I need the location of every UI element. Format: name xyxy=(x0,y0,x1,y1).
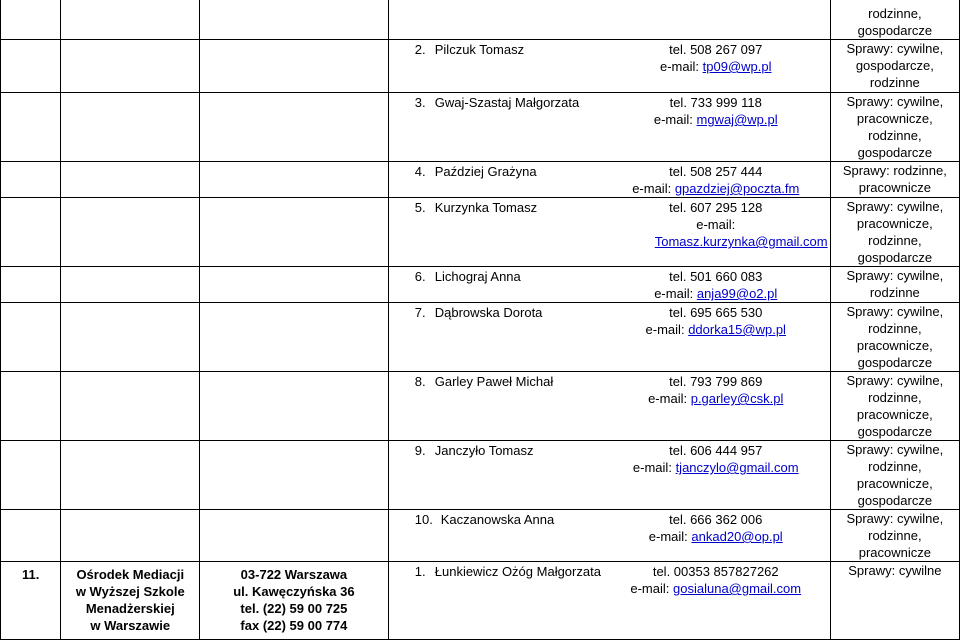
category-line: Sprawy: cywilne xyxy=(848,563,942,578)
cell-mediator xyxy=(388,93,830,162)
category-line: pracownicze xyxy=(858,545,931,560)
cell-mediator xyxy=(388,510,830,562)
cell-mediator xyxy=(388,303,830,372)
organization-name-line: w Warszawie xyxy=(90,618,171,633)
email-link[interactable]: mgwaj@wp.pl xyxy=(696,112,778,127)
cell-number xyxy=(1,441,61,510)
category-line: pracownicze xyxy=(858,180,931,195)
category-line: Sprawy: cywilne, xyxy=(846,304,944,319)
cell-organization xyxy=(61,0,200,40)
email-label: e-mail: xyxy=(632,181,672,196)
mediator-name: Kaczanowska Anna xyxy=(440,512,555,527)
category-line: pracownicze, xyxy=(856,338,933,353)
table-row xyxy=(1,162,960,198)
organization-number: 11. xyxy=(22,567,40,582)
cell-mediator xyxy=(388,372,830,441)
cell-address xyxy=(200,562,389,640)
category-line: rodzinne, xyxy=(868,528,922,543)
cell-number xyxy=(1,40,61,93)
category-line: gospodarcze xyxy=(857,23,933,38)
mediator-number: 4. xyxy=(414,164,426,179)
category-line: Sprawy: cywilne, xyxy=(846,511,944,526)
mediator-number: 1. xyxy=(414,564,426,579)
mediator-phone: tel. 501 660 083 xyxy=(669,269,763,284)
cell-address xyxy=(200,198,389,267)
mediator-name: Janczyło Tomasz xyxy=(434,443,534,458)
category-line: gospodarcze xyxy=(857,493,933,508)
mediator-name: Kurzynka Tomasz xyxy=(434,200,538,215)
cell-mediator xyxy=(388,0,830,40)
cell-categories xyxy=(830,93,959,162)
category-line: rodzinne, xyxy=(868,459,922,474)
category-line: Sprawy: cywilne, xyxy=(846,268,944,283)
table-row xyxy=(1,267,960,303)
category-line: Sprawy: cywilne, xyxy=(846,373,944,388)
cell-address xyxy=(200,40,389,93)
organization-name-line: w Wyższej Szkole xyxy=(75,584,185,599)
cell-organization xyxy=(61,372,200,441)
cell-number xyxy=(1,372,61,441)
cell-address xyxy=(200,303,389,372)
cell-organization xyxy=(61,40,200,93)
mediator-number: 2. xyxy=(414,42,426,57)
cell-organization xyxy=(61,441,200,510)
category-line: Sprawy: cywilne, xyxy=(846,199,944,214)
email-label: e-mail: xyxy=(645,322,685,337)
mediator-phone: tel. 00353 857827262 xyxy=(652,564,779,579)
email-label: e-mail: xyxy=(696,217,736,232)
organization-address-line: 03-722 Warszawa xyxy=(240,567,348,582)
category-line: rodzinne xyxy=(869,285,920,300)
mediator-name: Łunkiewicz Ożóg Małgorzata xyxy=(434,564,601,579)
table-row-continued xyxy=(1,0,960,40)
mediator-number: 5. xyxy=(414,200,426,215)
mediator-phone: tel. 607 295 128 xyxy=(669,200,763,215)
email-label: e-mail: xyxy=(648,391,688,406)
category-line: Sprawy: cywilne, xyxy=(846,94,944,109)
cell-number xyxy=(1,562,61,640)
mediator-number: 7. xyxy=(414,305,426,320)
cell-categories xyxy=(830,562,959,640)
email-label: e-mail: xyxy=(654,286,694,301)
mediator-phone: tel. 508 267 097 xyxy=(669,42,763,57)
category-line: pracownicze, xyxy=(856,216,933,231)
cell-organization xyxy=(61,303,200,372)
mediator-number: 3. xyxy=(414,95,426,110)
cell-number xyxy=(1,267,61,303)
mediator-name: Dąbrowska Dorota xyxy=(434,305,543,320)
email-link[interactable]: tjanczylo@gmail.com xyxy=(675,460,799,475)
category-line: rodzinne xyxy=(869,75,920,90)
table-row xyxy=(1,93,960,162)
category-line: rodzinne, xyxy=(868,233,922,248)
cell-categories xyxy=(830,267,959,303)
mediator-phone: tel. 508 257 444 xyxy=(669,164,763,179)
table-row xyxy=(1,372,960,441)
mediator-phone: tel. 793 799 869 xyxy=(669,374,763,389)
cell-categories xyxy=(830,162,959,198)
cell-organization xyxy=(61,162,200,198)
cell-organization xyxy=(61,562,200,640)
category-line: Sprawy: cywilne, xyxy=(846,41,944,56)
cell-number xyxy=(1,0,61,40)
cell-address xyxy=(200,372,389,441)
cell-categories xyxy=(830,510,959,562)
category-line: gospodarcze xyxy=(857,250,933,265)
mediator-phone: tel. 606 444 957 xyxy=(669,443,763,458)
cell-organization xyxy=(61,510,200,562)
category-line: rodzinne, xyxy=(868,128,922,143)
organization-address-line: ul. Kawęczyńska 36 xyxy=(233,584,355,599)
cell-address xyxy=(200,267,389,303)
category-line: gospodarcze xyxy=(857,424,933,439)
table-row xyxy=(1,198,960,267)
email-label: e-mail: xyxy=(648,529,688,544)
cell-mediator xyxy=(388,162,830,198)
email-link[interactable]: ddorka15@wp.pl xyxy=(688,322,786,337)
category-line: gospodarcze xyxy=(857,145,933,160)
organization-address-line: fax (22) 59 00 774 xyxy=(240,618,348,633)
cell-categories xyxy=(830,303,959,372)
email-link[interactable]: gosialuna@gmail.com xyxy=(673,581,802,596)
category-line: pracownicze, xyxy=(856,111,933,126)
category-line: Sprawy: rodzinne, xyxy=(842,163,947,178)
email-label: e-mail: xyxy=(630,581,670,596)
cell-mediator xyxy=(388,441,830,510)
cell-number xyxy=(1,510,61,562)
email-link[interactable]: p.garley@csk.pl xyxy=(690,391,784,406)
table-row xyxy=(1,510,960,562)
mediator-phone: tel. 733 999 118 xyxy=(669,95,762,110)
category-line: pracownicze, xyxy=(856,476,933,491)
cell-address xyxy=(200,510,389,562)
cell-categories xyxy=(830,40,959,93)
category-line: rodzinne, xyxy=(868,321,922,336)
email-label: e-mail: xyxy=(632,460,672,475)
cell-categories xyxy=(830,441,959,510)
cell-mediator xyxy=(388,267,830,303)
mediator-phone: tel. 695 665 530 xyxy=(669,305,763,320)
category-line: rodzinne, xyxy=(868,6,922,21)
cell-address xyxy=(200,162,389,198)
cell-number xyxy=(1,303,61,372)
email-label: e-mail: xyxy=(660,59,700,74)
organization-name-line: Ośrodek Mediacji xyxy=(76,567,185,582)
cell-organization xyxy=(61,93,200,162)
cell-organization xyxy=(61,198,200,267)
category-line: pracownicze, xyxy=(856,407,933,422)
cell-address xyxy=(200,0,389,40)
email-link[interactable]: tp09@wp.pl xyxy=(702,59,772,74)
cell-number xyxy=(1,162,61,198)
cell-categories xyxy=(830,372,959,441)
mediator-number: 6. xyxy=(414,269,426,284)
category-line: rodzinne, xyxy=(868,390,922,405)
cell-address xyxy=(200,93,389,162)
table-row xyxy=(1,40,960,93)
email-link[interactable]: ankad20@op.pl xyxy=(691,529,783,544)
category-line: Sprawy: cywilne, xyxy=(846,442,944,457)
mediator-name: Lichograj Anna xyxy=(434,269,521,284)
cell-categories xyxy=(830,0,959,40)
table-row xyxy=(1,303,960,372)
table-row-organization xyxy=(1,562,960,640)
email-link[interactable]: Tomasz.kurzynka@gmail.com xyxy=(654,234,828,249)
cell-organization xyxy=(61,267,200,303)
mediator-name: Pilczuk Tomasz xyxy=(434,42,525,57)
cell-address xyxy=(200,441,389,510)
mediator-name: Gwaj-Szastaj Małgorzata xyxy=(434,95,580,110)
cell-mediator xyxy=(388,40,830,93)
table-row xyxy=(1,441,960,510)
mediator-phone: tel. 666 362 006 xyxy=(669,512,763,527)
email-label: e-mail: xyxy=(653,112,693,127)
mediator-number: 10. xyxy=(414,512,433,527)
mediator-number: 8. xyxy=(414,374,426,389)
organization-address-line: tel. (22) 59 00 725 xyxy=(240,601,348,616)
cell-mediator xyxy=(388,198,830,267)
cell-categories xyxy=(830,198,959,267)
category-line: gospodarcze, xyxy=(855,58,934,73)
cell-mediator xyxy=(388,562,830,640)
cell-number xyxy=(1,93,61,162)
cell-number xyxy=(1,198,61,267)
mediator-number: 9. xyxy=(414,443,426,458)
mediator-name: Garley Paweł Michał xyxy=(434,374,554,389)
mediator-name: Paździej Grażyna xyxy=(434,164,537,179)
email-link[interactable]: gpazdziej@poczta.fm xyxy=(674,181,800,196)
organization-name-line: Menadżerskiej xyxy=(85,601,175,616)
category-line: gospodarcze xyxy=(857,355,933,370)
email-link[interactable]: anja99@o2.pl xyxy=(696,286,778,301)
